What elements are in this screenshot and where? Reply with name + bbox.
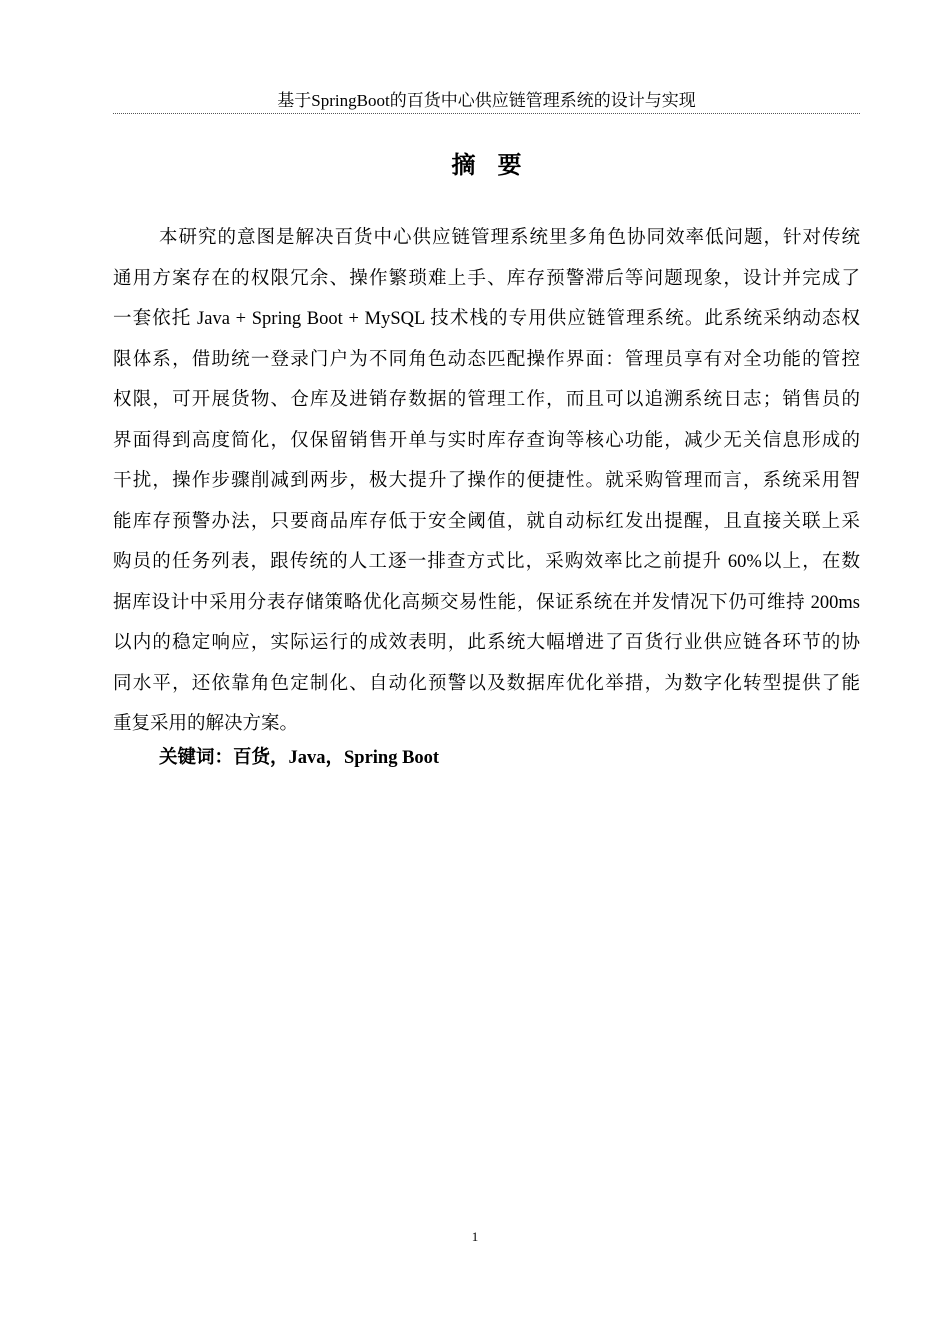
abstract-line: 本研究的意图是解决百货中心供应链管理系统里多角色协同效率低问题，针对传统: [159, 228, 860, 248]
abstract-body: [113, 218, 860, 745]
abstract-heading-char-1: 摘: [451, 151, 476, 179]
abstract-line: 干扰，操作步骤削减到两步，极大提升了操作的便捷性。就采购管理而言，系统采用智: [113, 471, 860, 491]
abstract-heading-char-2: 要: [497, 151, 522, 179]
abstract-line: 以内的稳定响应，实际运行的成效表明，此系统大幅增进了百货行业供应链各环节的协: [113, 633, 860, 653]
abstract-line: 通用方案存在的权限冗余、操作繁琐难上手、库存预警滞后等问题现象，设计并完成了: [113, 268, 860, 289]
abstract-line: 购员的任务列表，跟传统的人工逐一排查方式比，采购效率比之前提升 60%以上，在数: [113, 552, 860, 572]
abstract-line: 能库存预警办法，只要商品库存低于安全阈值，就自动标红发出提醒，且直接关联上采: [113, 511, 860, 532]
running-header: 基于SpringBoot的百货中心供应链管理系统的设计与实现: [113, 90, 860, 114]
abstract-line: 一套依托 Java + Spring Boot + MySQL 技术栈的专用供应链管理系统。此系统采纳动态权: [113, 309, 860, 329]
abstract-line: 界面得到高度简化，仅保留销售开单与实时库存查询等核心功能，减少无关信息形成的: [113, 430, 860, 451]
abstract-line: 权限，可开展货物、仓库及进销存数据的管理工作，而且可以追溯系统日志；销售员的: [113, 390, 860, 410]
abstract-line: 据库设计中采用分表存储策略优化高频交易性能，保证系统在并发情况下仍可维持 200ms: [113, 592, 860, 613]
abstract-line: 重复采用的解决方案。: [113, 714, 299, 734]
abstract-line: 限体系，借助统一登录门户为不同角色动态匹配操作界面：管理员享有对全功能的管控: [113, 349, 860, 370]
abstract-line: 同水平，还依靠角色定制化、自动化预警以及数据库优化举措，为数字化转型提供了能: [113, 673, 860, 694]
page-number: 1: [471, 1229, 479, 1244]
abstract-heading: [113, 148, 860, 182]
keywords-line: 关键词：百货，Java，Spring Boot: [159, 748, 440, 768]
